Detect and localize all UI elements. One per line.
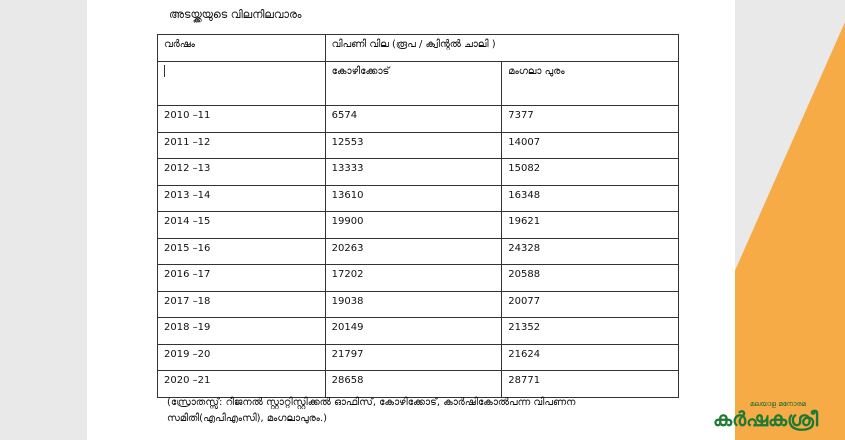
header-market-price: വിപണി വില (രൂപ / ക്വിന്റൽ ചാലി ) (325, 35, 678, 62)
cell-kozhikode: 28658 (325, 371, 502, 398)
text-cursor (164, 65, 165, 77)
table-row (158, 212, 679, 239)
cell-kozhikode: 20149 (325, 318, 502, 345)
cell-year: 2012 –13 (158, 159, 326, 186)
cell-mangalapuram: 19621 (502, 212, 679, 239)
table-row (158, 318, 679, 345)
document-heading: അടയ്ക്കയുടെ വിലനിലവാരം (169, 8, 302, 21)
cell-mangalapuram: 14007 (502, 132, 679, 159)
cell-year: 2010 –11 (158, 106, 326, 133)
cell-mangalapuram: 21352 (502, 318, 679, 345)
cell-kozhikode: 13610 (325, 185, 502, 212)
cell-kozhikode: 6574 (325, 106, 502, 133)
cell-mangalapuram: 15082 (502, 159, 679, 186)
cell-year: 2019 –20 (158, 344, 326, 371)
table-subheader-row (158, 62, 679, 106)
cell-mangalapuram: 28771 (502, 371, 679, 398)
cell-mangalapuram: 20588 (502, 265, 679, 292)
cell-year: 2016 –17 (158, 265, 326, 292)
table-row (158, 185, 679, 212)
text-cursor-cell[interactable] (158, 62, 326, 106)
source-note: (സ്രോതസ്സ്: റീജനൽ സ്റ്റാറ്റിസ്റ്റിക്കൽ ഓഫിസ്, കോഴിക്കോട്, കാർഷികോൽപന്ന വിപണന സമിതി(എപിഎംസി), മംഗലാപുരം.) (167, 397, 576, 424)
cell-kozhikode: 12553 (325, 132, 502, 159)
table-row (158, 371, 679, 398)
table-row (158, 159, 679, 186)
table-row (158, 106, 679, 133)
cell-kozhikode: 19900 (325, 212, 502, 239)
table-row (158, 344, 679, 371)
header-mangalapuram: മംഗലാ പുരം (502, 62, 679, 106)
cell-year: 2015 –16 (158, 238, 326, 265)
cell-mangalapuram: 7377 (502, 106, 679, 133)
cell-year: 2011 –12 (158, 132, 326, 159)
cell-year: 2020 –21 (158, 371, 326, 398)
cell-year: 2014 –15 (158, 212, 326, 239)
document-page (87, 0, 735, 440)
header-year: വർഷം (158, 35, 326, 62)
cell-mangalapuram: 21624 (502, 344, 679, 371)
price-table (157, 34, 679, 398)
table-header-row (158, 35, 679, 62)
cell-kozhikode: 17202 (325, 265, 502, 292)
table-row (158, 238, 679, 265)
cell-mangalapuram: 20077 (502, 291, 679, 318)
cell-kozhikode: 21797 (325, 344, 502, 371)
table-row (158, 291, 679, 318)
logo-tagline: മലയാള മനോരമ (750, 400, 806, 408)
cell-kozhikode: 20263 (325, 238, 502, 265)
cell-mangalapuram: 16348 (502, 185, 679, 212)
table-row (158, 132, 679, 159)
cell-year: 2017 –18 (158, 291, 326, 318)
cell-year: 2013 –14 (158, 185, 326, 212)
karshakasree-logo (713, 400, 838, 432)
cell-kozhikode: 13333 (325, 159, 502, 186)
cell-year: 2018 –19 (158, 318, 326, 345)
cell-kozhikode: 19038 (325, 291, 502, 318)
cell-mangalapuram: 24328 (502, 238, 679, 265)
logo-name: കർഷകശ്രീ (713, 407, 819, 431)
header-kozhikode: കോഴിക്കോട് (325, 62, 502, 106)
table-row (158, 265, 679, 292)
